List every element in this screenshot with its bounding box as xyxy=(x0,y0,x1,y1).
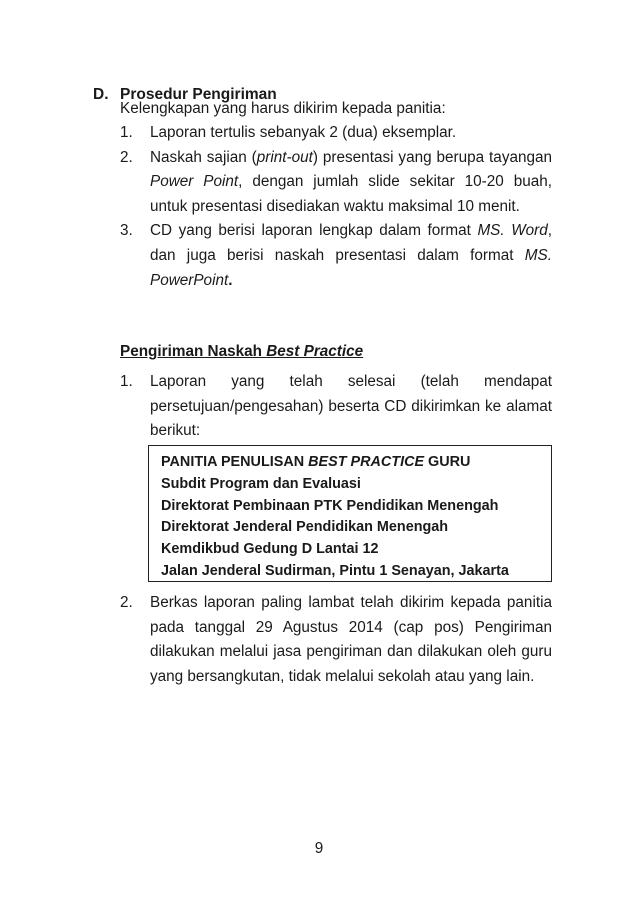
list-item xyxy=(120,370,552,444)
text-run: , dan juga berisi naskah presentasi dalam format xyxy=(150,222,552,264)
page-number: 9 xyxy=(314,840,324,857)
address-line: Jalan Jenderal Sudirman, Pintu 1 Senayan, Jakarta xyxy=(161,562,509,579)
address-line: Subdit Program dan Evaluasi xyxy=(161,475,361,492)
list-item xyxy=(120,591,552,689)
address-line xyxy=(161,452,539,474)
address-line: Direktorat Pembinaan PTK Pendidikan Menengah xyxy=(161,497,499,514)
text-run: CD yang berisi laporan lengkap dalam format xyxy=(150,222,478,240)
section-title: Prosedur Pengiriman xyxy=(120,86,277,103)
item-text: Laporan yang telah selesai (telah mendapat persetujuan/pengesahan) beserta CD dikirimkan ke alamat berikut: xyxy=(150,373,552,440)
address-line: Direktorat Jenderal Pendidikan Menengah xyxy=(161,519,449,536)
requirements-list xyxy=(120,121,552,293)
text-run: Naskah sajian ( xyxy=(150,148,257,166)
text-run-italic: MS. Word xyxy=(477,222,548,240)
list-item xyxy=(120,219,552,293)
address-line: Kemdikbud Gedung D Lantai 12 xyxy=(161,541,379,558)
text-run-bold: . xyxy=(228,271,233,289)
item-number: 2. xyxy=(120,148,133,166)
item-text xyxy=(150,222,552,288)
item-number: 1. xyxy=(120,373,133,390)
item-number: 1. xyxy=(120,124,133,141)
item-number: 2. xyxy=(120,594,133,611)
text-run: PANITIA PENULISAN xyxy=(161,454,309,470)
item-number: 3. xyxy=(120,222,133,240)
text-run: GURU xyxy=(424,454,471,470)
list-item xyxy=(120,121,552,146)
text-run-italic: Power Point xyxy=(150,173,239,191)
list-item xyxy=(120,146,552,220)
shipping-list-part2 xyxy=(120,591,552,689)
subsection-title-text: Pengiriman Naskah xyxy=(120,343,267,360)
item-text: Berkas laporan paling lambat telah dikirim kepada panitia pada tanggal 29 Agustus 2014 (cap pos) Pengiriman dilakukan melalui jasa pengiriman dan dilakukan oleh guru yang bersangkutan, tidak melalui sekolah atau yang lain. xyxy=(150,594,552,685)
item-text xyxy=(150,149,552,215)
item-text: Laporan tertulis sebanyak 2 (dua) eksemplar. xyxy=(150,124,457,141)
section-intro: Kelengkapan yang harus dikirim kepada panitia: xyxy=(120,100,446,117)
text-run: , dengan jumlah slide sekitar 10-20 buah, untuk presentasi disediakan waktu maksimal 10 menit. xyxy=(150,173,552,215)
shipping-list-part1 xyxy=(120,370,552,444)
text-run: ) presentasi yang berupa tayangan xyxy=(312,148,552,166)
text-run-italic: MS. PowerPoint xyxy=(150,246,552,289)
subsection-title-italic: Best Practice xyxy=(266,343,364,360)
section-letter: D. xyxy=(93,86,109,103)
address-box xyxy=(148,445,552,582)
subsection-heading xyxy=(120,343,363,361)
text-run-italic: BEST PRACTICE xyxy=(308,454,425,470)
text-run-italic: print-out xyxy=(256,148,313,166)
